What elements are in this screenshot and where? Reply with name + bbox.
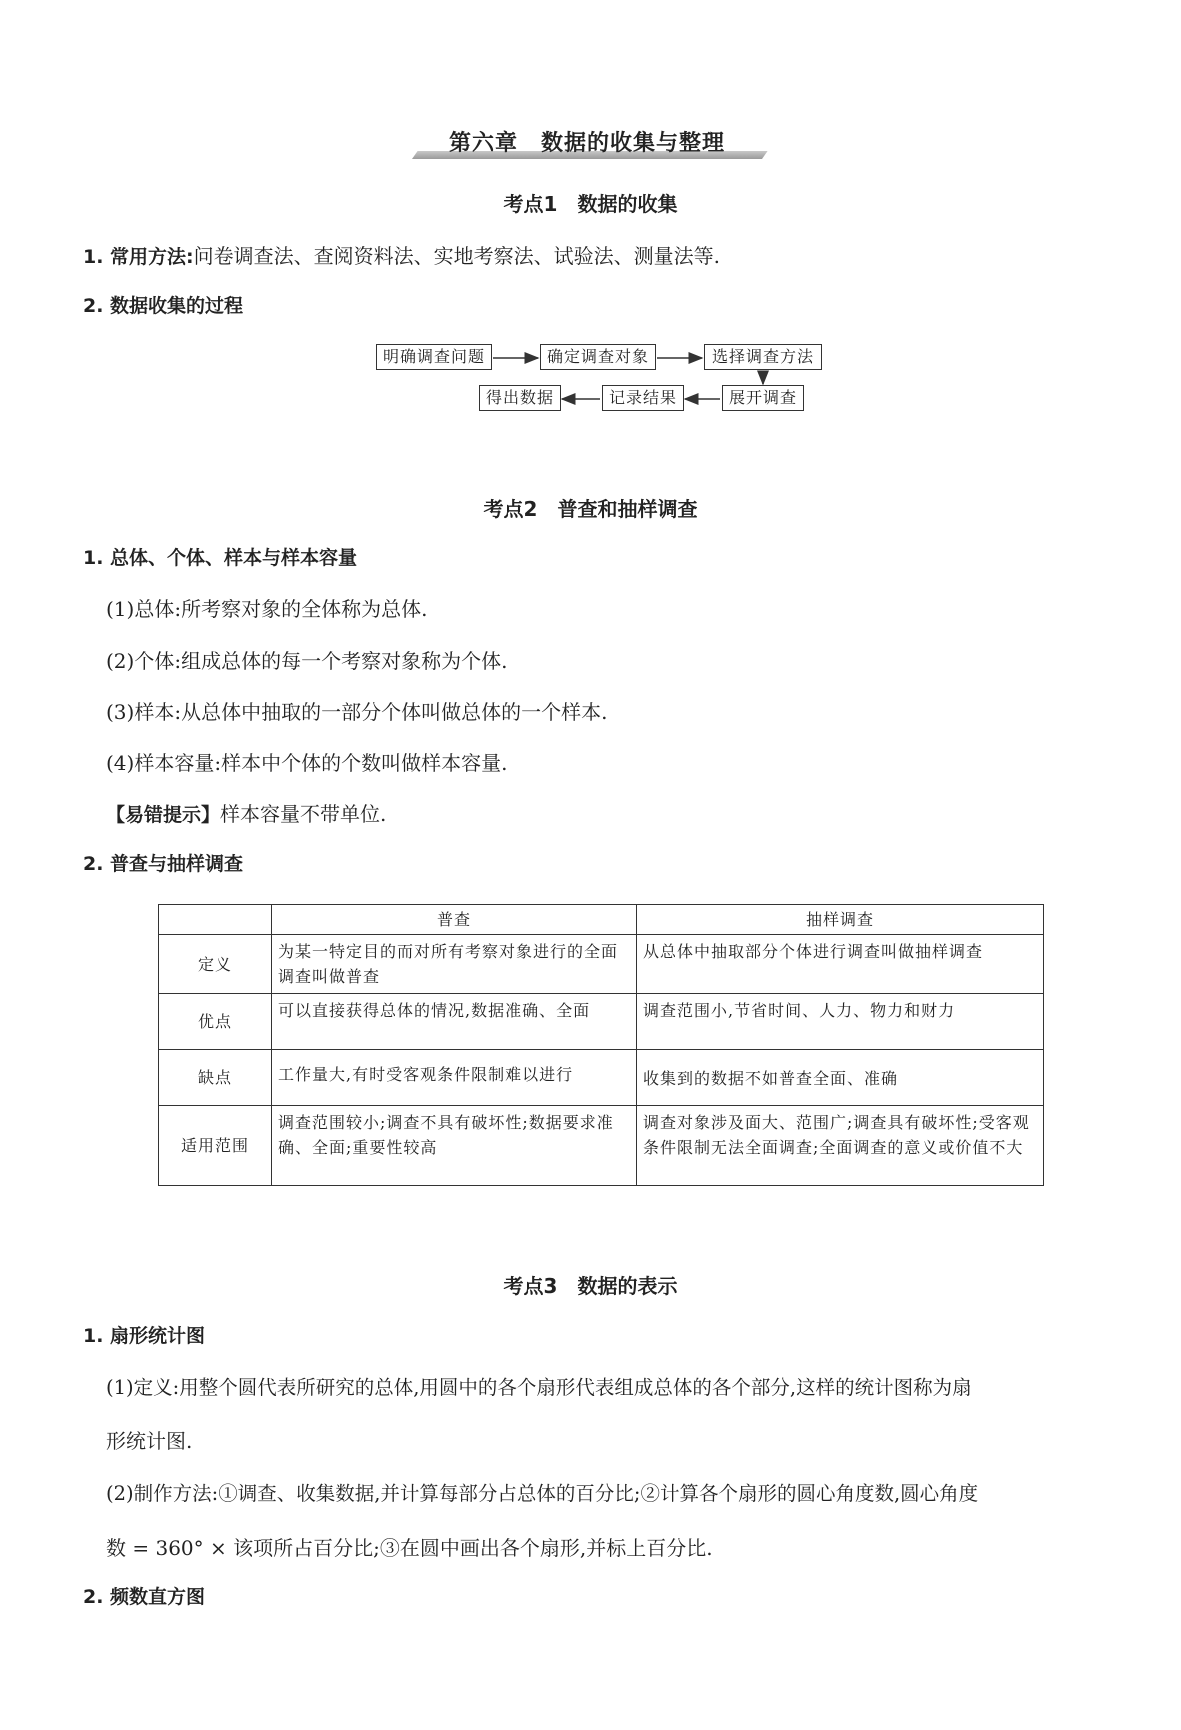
error-tip-label: 【易错提示】: [106, 804, 221, 826]
cell-census: 可以直接获得总体的情况,数据准确、全面: [272, 994, 637, 1050]
cell-sampling: 调查对象涉及面大、范围广;调查具有破坏性;受客观条件限制无法全面调查;全面调查的意义或价值不大: [637, 1106, 1044, 1186]
kaodian2-sub3: (3)样本:从总体中抽取的一部分个体叫做总体的一个样本.: [106, 700, 608, 724]
kaodian1-title: 考点1 数据的收集: [503, 192, 678, 216]
cell-sampling: 从总体中抽取部分个体进行调查叫做抽样调查: [637, 935, 1044, 994]
cell-sampling: 收集到的数据不如普查全面、准确: [637, 1050, 1044, 1106]
cell-sampling: 调查范围小,节省时间、人力、物力和财力: [637, 994, 1044, 1050]
kaodian3-title: 考点3 数据的表示: [503, 1274, 678, 1298]
table-row: [159, 935, 1044, 994]
pie-definition-line1: (1)定义:用整个圆代表所研究的总体,用圆中的各个扇形代表组成总体的各个部分,这样的统计图称为扇: [106, 1376, 972, 1399]
error-tip-text: 样本容量不带单位.: [220, 802, 387, 826]
table-row: [159, 1106, 1044, 1186]
pie-method-line2: 数 = 360° × 该项所占百分比;③在圆中画出各个扇形,并标上百分比.: [106, 1536, 713, 1560]
kaodian1-item2: 2. 数据收集的过程: [83, 295, 244, 317]
kaodian2-sub4: (4)样本容量:样本中个体的个数叫做样本容量.: [106, 751, 508, 775]
flow-arrows: [0, 0, 1181, 420]
kaodian2-item2: 2. 普查与抽样调查: [83, 853, 244, 875]
row-label: 缺点: [159, 1050, 272, 1106]
kaodian3-item1: 1. 扇形统计图: [83, 1325, 206, 1347]
kaodian2-sub1: (1)总体:所考察对象的全体称为总体.: [106, 597, 428, 621]
flow-step-choose-method: 选择调查方法: [704, 344, 822, 370]
flow-step-conduct-survey: 展开调查: [722, 385, 804, 411]
kaodian3-item2: 2. 频数直方图: [83, 1586, 206, 1608]
table-header-row: [159, 905, 1044, 935]
flow-step-define-question: 明确调查问题: [376, 344, 492, 370]
pie-definition-line2: 形统计图.: [106, 1429, 193, 1453]
kaodian2-sub2: (2)个体:组成总体的每一个考察对象称为个体.: [106, 649, 508, 673]
item-text: 问卷调查法、查阅资料法、实地考察法、试验法、测量法等.: [193, 244, 721, 268]
row-label: 定义: [159, 935, 272, 994]
error-tip: [106, 798, 386, 827]
cell-census: 调查范围较小;调查不具有破坏性;数据要求准确、全面;重要性较高: [272, 1106, 637, 1186]
cell-census: 为某一特定目的而对所有考察对象进行的全面调查叫做普查: [272, 935, 637, 994]
kaodian2-title: 考点2 普查和抽样调查: [483, 497, 698, 521]
table-head-census: 普查: [272, 905, 637, 935]
flow-step-record-results: 记录结果: [602, 385, 684, 411]
kaodian2-item1: 1. 总体、个体、样本与样本容量: [83, 547, 358, 569]
cell-census: 工作量大,有时受客观条件限制难以进行: [272, 1050, 637, 1106]
census-vs-sampling-table: [158, 904, 1044, 1186]
table-corner: [159, 905, 272, 935]
table-head-sampling: 抽样调查: [637, 905, 1044, 935]
pie-method-line1: (2)制作方法:①调查、收集数据,并计算每部分占总体的百分比;②计算各个扇形的圆心角度数,圆心角度: [106, 1482, 979, 1505]
row-label: 适用范围: [159, 1106, 272, 1186]
table-row: [159, 994, 1044, 1050]
row-label: 优点: [159, 994, 272, 1050]
chapter-title: 第六章 数据的收集与整理: [448, 130, 725, 156]
collection-flow-diagram: [0, 0, 1181, 420]
flow-step-get-data: 得出数据: [479, 385, 561, 411]
table-row: [159, 1050, 1044, 1106]
item-label: 1. 常用方法:: [83, 246, 194, 268]
flow-step-determine-subject: 确定调查对象: [540, 344, 656, 370]
